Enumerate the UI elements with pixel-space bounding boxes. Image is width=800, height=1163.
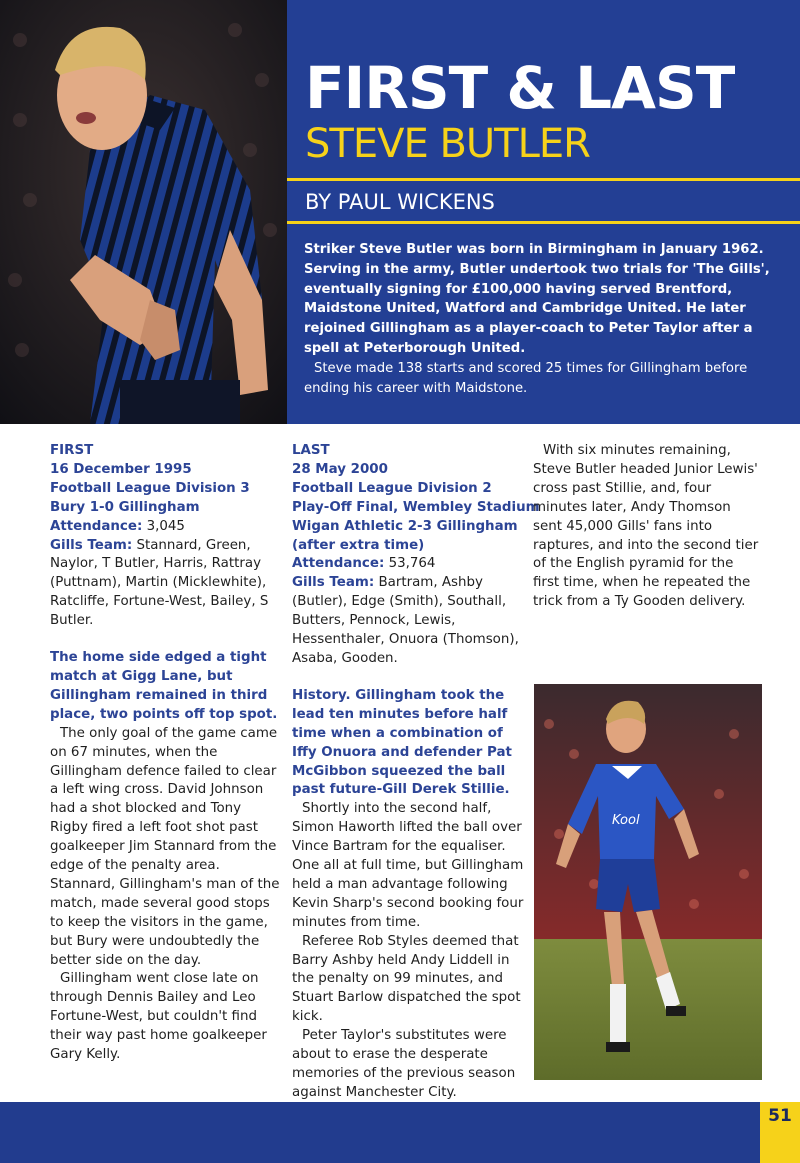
hero-player-illustration [0,0,287,424]
footer-bar [0,1102,760,1163]
article-subtitle: STEVE BUTLER [305,121,590,167]
page-number: 51 [768,1106,792,1126]
last-team-label: Gills Team: [292,575,375,591]
last-attendance-value: 53,764 [388,556,436,572]
last-team [292,574,524,669]
first-date: 16 December 1995 [50,461,192,477]
last-paragraph-1: Shortly into the second half, Simon Haworth lifted the ball over Vince Bartram for the equaliser. One all at full time, but Gillingham held a man advantage following Kevin Sharp's second booking four minutes from time. [292,801,524,930]
article-title: FIRST & LAST [305,54,735,122]
first-team-text: Stannard, Green, Naylor, T Butler, Harris, Rattray (Puttnam), Martin (Micklewhite), Ratcliffe, Fortune-West, Bailey, S Butler. [50,537,269,629]
intro-regular: Steve made 138 starts and scored 25 times for Gillingham before ending his career with Maidstone. [304,360,748,396]
last-attendance-label: Attendance: [292,556,385,572]
header-panel [287,0,800,424]
column-continued [533,442,763,612]
hero-photo [0,0,287,424]
last-heading: LAST [292,443,330,458]
last-extra-time: (after extra time) [292,537,425,553]
first-team [50,537,280,632]
byline-bar [287,178,800,224]
first-score: Bury 1-0 Gillingham [50,499,200,515]
intro-text [304,240,774,398]
action-player-illustration [534,684,762,1080]
first-team-label: Gills Team: [50,537,133,553]
first-paragraph-1: The only goal of the game came on 67 minutes, when the Gillingham defence failed to clear a left wing cross. David Johnson had a shot blocked and Tony Rigby fired a left foot shot past goalkeeper Jim Stannard from the edge of the penalty area. Stannard, Gillingham's man of the match, made several good stops to keep the visitors in the game, but Bury were undoubtedly the better side on the day. [50,725,280,968]
spacer [50,631,280,649]
last-team-text: Bartram, Ashby (Butler), Edge (Smith), Southall, Butters, Pennock, Lewis, Hessenthaler, Onuora (Thomson), Asaba, Gooden. [292,575,519,666]
first-lede: The home side edged a tight match at Gigg Lane, but Gillingham remained in third place, two points off top spot. [50,650,278,722]
column-last [292,442,540,1103]
shirt-sponsor: Kool [612,813,640,828]
page-tab [760,1102,800,1163]
first-attendance-value: 3,045 [146,518,185,534]
last-date: 28 May 2000 [292,461,388,477]
intro-bold: Striker Steve Butler was born in Birmingham in January 1962. Serving in the army, Butler undertook two trials for 'The Gills', eventually signing for £100,000 having served Brentford, Maidstone United, Watford and Cambridge United. He later rejoined Gillingham as a player-coach to Peter Taylor after a spell at Peterborough United. [304,242,770,356]
last-lede: History. Gillingham took the lead ten minutes before half time when a combination of Iffy Onuora and defender Pat McGibbon squeezed the ball past future-Gill Derek Stillie. [292,687,512,798]
last-venue: Play-Off Final, Wembley Stadium [292,499,540,515]
first-attendance [50,518,280,537]
last-competition: Football League Division 2 [292,480,492,496]
first-paragraph-2: Gillingham went close late on through Dennis Bailey and Leo Fortune-West, but couldn't find their way past home goalkeeper Gary Kelly. [50,971,267,1063]
first-competition: Football League Division 3 [50,480,250,496]
last-paragraph-2: Referee Rob Styles deemed that Barry Ashby held Andy Liddell in the penalty on 99 minutes, and Stuart Barlow dispatched the spot kick. [292,933,521,1025]
column-first [50,442,280,1065]
spacer [292,669,524,687]
last-paragraph-3: Peter Taylor's substitutes were about to erase the desperate memories of the previous season against Manchester City. [292,1028,516,1100]
last-attendance [292,555,524,574]
first-heading: FIRST [50,443,94,458]
byline: BY PAUL WICKENS [305,190,495,214]
last-paragraph-4: With six minutes remaining, Steve Butler headed Junior Lewis' cross past Stillie, and, four minutes later, Andy Thomson sent 45,000 Gills' fans into raptures, and into the second tier of the English pyramid for the first time, when he repeated the trick from a Ty Gooden delivery. [533,443,759,610]
first-attendance-label: Attendance: [50,518,143,534]
last-score: Wigan Athletic 2-3 Gillingham [292,518,518,534]
action-photo [534,684,762,1080]
